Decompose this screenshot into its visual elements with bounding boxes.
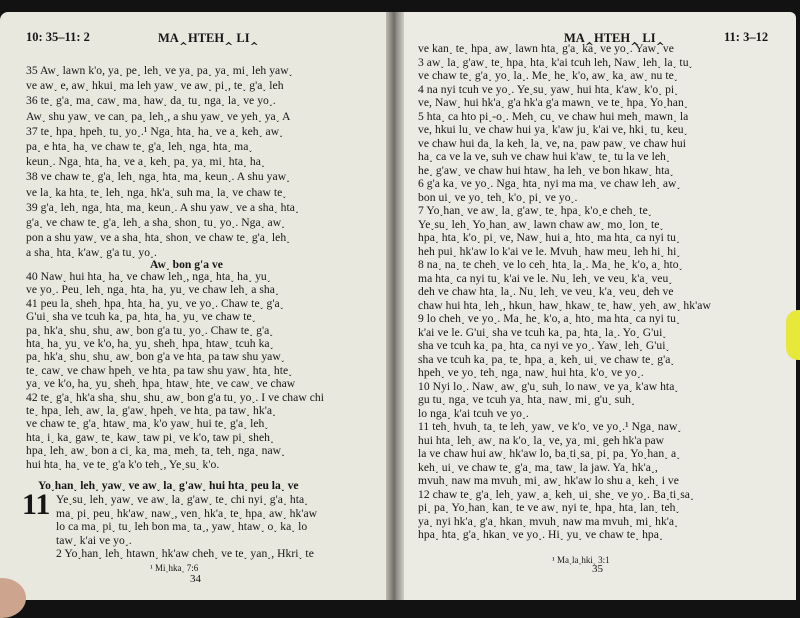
text-line: hta˯ ha˯ yu˯ ve k'o, ha˯ yu˯ sheh˯ hpa˯ htaw˯ tcuh ka˯ <box>26 337 274 350</box>
text-line: 37 te˯ hpa˯ hpeh˯ tu˯ yo˯.¹ Nga˯ hta˯ ha˯ ve a˯ keh˯ aw˯ <box>26 124 284 138</box>
text-line: te˯ hpa˯ leh˯ aw˯ la˯ g'aw˯ hpeh˯ ve hta˯ pa taw˯ hk'a˯ <box>26 404 276 417</box>
text-line: 9 lo cheh˯ ve yo˯. Ma˯ he˯ k'o, a˯ hto˯ ma hta˯ ca nyi tu˯ <box>418 312 680 325</box>
text-line: hui hta˯ ha˯ ve te˯ g'a k'o teh˯, Ye˯su˯ k'o. <box>26 457 220 471</box>
left-header-reference: 10: 35–11: 2 <box>26 30 90 44</box>
section-heading: Aw˯ bon g'a ve <box>150 258 223 271</box>
right-header-reference: 11: 3–12 <box>724 30 769 44</box>
text-line: G'ui˯ sha ve tcuh ka˯ pa˯ hta˯ ha˯ yu˯ ve chaw te˯ <box>26 310 256 324</box>
left-footnote: ¹ Mi˯hka˯ 7:6 <box>150 563 199 573</box>
text-line: he˯ g'aw˯ ve chaw hui htaw˯ ha leh˯ ve bon hkaw˯ hta˯ <box>418 163 674 177</box>
text-line: ma˯ pi˯ peu˯ hk'aw˯ naw˯, ven˯ hk'a˯ te˯ hpa˯ aw˯ hk'aw <box>56 506 318 520</box>
text-line: 42 te˯ g'a˯ hk'a sha˯ shu˯ shu˯ aw˯ bon g'a tu˯ yo˯. I ve chaw chi <box>26 390 325 404</box>
text-line: deh ve chaw hta˯ la˯. Nu˯ leh˯ ve veu˯ k'a˯ veu˯ deh ve <box>418 285 674 298</box>
yellow-clip <box>786 310 800 360</box>
text-line: 39 g'a˯ leh˯ nga˯ hta˯ ma˯ keun˯. A shu yaw˯ ve a sha˯ hta˯ <box>26 200 299 214</box>
text-line: bon ui˯ ve yo˯ teh˯ k'o˯ pi˯ ve yo˯. <box>418 190 578 204</box>
text-line: a sha˯ hta˯ k'aw˯ g'a tu˯ yo˯. <box>26 246 157 260</box>
text-line: la ve chaw hui aw˯ hk'aw lo, ba˯ti˯sa˯ pi˯ pa˯ Yo˯han˯ a˯ <box>418 447 681 460</box>
text-line: lo ca ma˯ pi˯ tu˯ leh bon ma˯ ta˯, yaw˯ htaw˯ o˯ ka˯ lo <box>56 520 308 534</box>
text-line: ve chaw te˯ g'a˯ yo˯ la˯. Me˯ he˯ k'o, aw˯ ka˯ aw˯ nu te˯ <box>418 69 678 82</box>
text-line: Aw˯ shu yaw˯ ve can˯ pa˯ leh˯, a shu yaw˯ ve yeh˯ ya˯ A <box>26 109 291 123</box>
right-footnote: ¹ Ma˯la˯hki˯ 3:1 <box>552 555 610 565</box>
text-line: 5 hta˯ ca hto pi˯-o˯. Meh˯ cu˯ ve chaw hui meh˯ mawn˯ la <box>418 109 689 123</box>
text-line: 35 Aw˯ lawn k'o, ya˯ pe˯ leh˯ ve ya˯ pa˯ ya˯ mi˯ leh yaw˯ <box>26 64 293 77</box>
text-line: taw˯ k'ai ve yo˯. <box>56 533 132 547</box>
text-line: 36 te˯ g'a˯ ma˯ caw˯ ma˯ haw˯ da˯ tu˯ nga˯ la˯ ve yo˯. <box>26 94 276 108</box>
text-line: 6 g'a ka˯ ve yo˯. Nga˯ hta˯ nyi ma ma˯ ve chaw leh˯ aw˯ <box>418 177 681 190</box>
text-line: keun˯. Nga˯ hta˯ ha˯ ve a˯ keh˯ pa˯ ya˯ mi˯ hta˯ ha˯ <box>26 155 265 169</box>
chapter-heading: Yo˯han˯ leh˯ yaw˯ ve aw˯ la˯ g'aw˯ hui hta˯ peu la˯ ve <box>38 479 299 492</box>
text-line: hui hta˯ leh˯ aw˯ na k'o˯ la˯ ve, ya˯ mi˯ geh hk'a paw <box>418 433 665 447</box>
text-line: chaw hui hta˯ leh˯, hkun˯ haw˯ hkaw˯ te˯ haw˯ yeh˯ aw˯ hk'aw <box>418 298 711 312</box>
text-line: 40 Naw˯ hui hta˯ ha˯ ve chaw leh˯, nga˯ hta˯ ha˯ yu˯ <box>26 270 271 283</box>
text-line: 3 aw˯ la˯ g'aw˯ te˯ hpa˯ hta˯ k'ai tcuh leh, Naw˯ leh˯ la˯ tu˯ <box>418 55 693 69</box>
left-header-title: MA‸HTEH‸ LI‸ <box>158 31 259 45</box>
text-line: pon a shu yaw˯ ve a sha˯ hta˯ shon˯ ve chaw te˯ g'a˯ leh˯ <box>26 231 291 245</box>
text-line: ya˯ nyi hk'a˯ g'a˯ hkan˯ mvuh˯ naw ma mvuh˯ mi˯ hk'a˯ <box>418 514 679 528</box>
text-line: 11 teh˯ hvuh˯ ta˯ te leh˯ yaw˯ ve k'o˯ ve yo˯.¹ Nga˯ naw˯ <box>418 420 682 433</box>
text-line: hpa˯ hta˯ k'o˯ pi˯ ve, Naw˯ hui a˯ hto˯ ma hta˯ ca nyi tu˯ <box>418 231 680 244</box>
text-line: lo nga˯ k'ai tcuh ve yo˯. <box>418 406 529 420</box>
text-line: ya˯ ve k'o, ha˯ yu˯ sheh˯ hpa˯ htaw˯ hte˯ ve caw˯ ve chaw <box>26 377 296 391</box>
text-line: ve kan˯ te˯ hpa˯ aw˯ lawn hta˯ g'a˯ ka˯ ve yo˯. Yaw˯ ve <box>418 42 674 55</box>
text-line: 8 na˯ na˯ te cheh˯ ve lo ceh˯ hta˯ la˯. Ma˯ he˯ k'o, a˯ hto˯ <box>418 258 683 271</box>
text-line: ve yo˯. Peu˯ leh˯ nga˯ hta˯ ha˯ yu˯ ve chaw leh˯ a sha˯ <box>26 283 279 297</box>
text-line: 38 ve chaw te˯ g'a˯ leh˯ nga˯ hta˯ ma˯ keun˯. A shu yaw˯ <box>26 170 291 184</box>
text-line: sha ve tcuh ka˯ pa˯ hta˯ ca nyi ve yo˯. Yaw˯ leh˯ G'ui˯ <box>418 339 670 352</box>
text-line: gu tu˯ nga˯ ve tcuh ya˯ hta˯ naw˯ mi˯ g'u˯ suh˯ <box>418 393 635 406</box>
text-line: ma hta˯ ca nyi tu˯ k'ai ve le. Nu˯ leh˯ ve veu˯ k'a˯ veu˯ <box>418 271 673 285</box>
text-line: 12 chaw te˯ g'a˯ leh˯ yaw˯ a˯ keh˯ ui˯ she˯ ve yo˯. Ba˯ti˯sa˯ <box>418 487 694 501</box>
book-gutter <box>386 12 404 600</box>
text-line: ve chaw hui da˯ la keh˯ la˯ ve, na˯ paw paw˯ ve chaw hui <box>418 136 687 150</box>
text-line: pa˯ hk'a˯ shu˯ shu˯ aw˯ bon g'a tu˯ yo˯. Chaw te˯ g'a˯ <box>26 323 274 337</box>
right-header-title: MA‸HTEH‸ LI‸ <box>564 31 665 45</box>
right-page-number: 35 <box>592 563 603 575</box>
text-line: sha ve tcuh ka˯ pa˯ te˯ hpa˯ a˯ keh˯ ui˯ ve chaw te˯ g'a˯ <box>418 352 675 366</box>
text-line: 2 Yo˯han˯ leh˯ htawn˯ hk'aw cheh˯ ve te˯ yan˯, Hkri˯ te <box>56 547 314 561</box>
text-line: pa˯ e hta˯ ha˯ ve chaw te˯ g'a˯ leh˯ nga˯ hta˯ ma˯ <box>26 140 253 153</box>
text-line: ve, hkui lu˯ ve chaw hui ya˯ k'aw ju˯ k'ai ve, hki˯ tu˯ keu˯ <box>418 123 688 136</box>
text-line: Ye˯su˯ leh˯ yaw˯ ve aw˯ la˯ g'aw˯ te˯ chi nyi˯ g'a˯ hta˯ <box>56 493 309 506</box>
text-line: pi˯ pa˯ Yo˯han˯ kan˯ te ve aw˯ nyi te˯ hpa˯ hta˯ lan˯ teh˯ <box>418 501 680 514</box>
text-line: keh˯ ui˯ ve chaw te˯ g'a˯ ma˯ taw˯ la jaw. Ya˯ hk'a˯, <box>418 460 658 474</box>
text-line: 10 Nyi lo˯. Naw˯ aw˯ g'u˯ suh˯ lo naw˯ ve ya˯ k'aw hta˯ <box>418 379 679 393</box>
text-line: ve aw˯ e, aw˯ hkui˯ ma leh yaw˯ ve aw˯ pi˯, te˯ g'a˯ leh <box>26 79 284 93</box>
text-line: pa˯ hk'a˯ shu˯ shu˯ aw˯ bon g'a ve hta˯ pa taw shu yaw˯ <box>26 350 285 364</box>
text-line: ve la˯ ka hta˯ te˯ leh˯ nga˯ hk'a˯ suh ma˯ la˯ ve chaw te˯ <box>26 185 287 199</box>
text-line: Ye˯su˯ leh˯ Yo˯han˯ aw˯ lawn chaw aw˯ mo˯ lon˯ te˯ <box>418 217 664 231</box>
text-line: 41 peu la˯ sheh˯ hpa˯ hta˯ ha˯ yu˯ ve yo˯. Chaw te˯ g'a˯ <box>26 296 284 310</box>
left-page-number: 34 <box>190 573 201 585</box>
text-line: ve, Naw˯ hui hk'a˯ g'a hk'a g'a mawn˯ ve te˯ hpa˯ Yo˯han˯ <box>418 96 688 109</box>
text-line: ve chaw te˯ g'a˯ htaw˯ ma˯ k'o yaw˯ hui te˯ g'a˯ leh˯ <box>26 417 269 431</box>
text-line: ha˯ ca ve la ve, suh ve chaw hui k'aw˯ te˯ tu la ve leh˯ <box>418 150 670 163</box>
text-line: hpeh˯ ve yo˯ teh˯ nga˯ naw˯ hui hta˯ k'o˯ ve yo˯. <box>418 366 644 379</box>
text-line: te˯ caw˯ ve chaw hpeh˯ ve hta˯ pa taw shu yaw˯ hta˯ hte˯ <box>26 363 293 377</box>
text-line: g'a˯ ve chaw te˯ g'a˯ leh˯ a sha˯ shon˯ tu˯ yo˯. Nga˯ aw˯ <box>26 216 286 229</box>
text-line: 7 Yo˯han˯ ve aw˯ la˯ g'aw˯ te˯ hpa˯ k'o˯e cheh˯ te˯ <box>418 204 652 217</box>
text-line: mvuh˯ naw ma mvuh˯ mi˯ aw˯ hk'aw lo shu a˯ keh˯ i ve <box>418 474 679 487</box>
text-line: hta˯ i˯ ka˯ gaw˯ te˯ kaw˯ taw pi˯ ve k'o, taw pi˯ sheh˯ <box>26 430 274 444</box>
chapter-number: 11 <box>22 488 51 521</box>
text-line: heh pui˯ hk'aw lo k'ai ve le. Mvuh˯ haw meu˯ leh hi˯ hi˯ <box>418 244 681 258</box>
text-line: 4 na nyi tcuh ve yo˯. Ye˯su˯ yaw˯ hui hta˯ k'aw˯ k'o˯ pi˯ <box>418 82 679 96</box>
text-line: hpa˯ hta˯ g'a˯ hkan˯ ve yo˯. Hi˯ yu˯ ve chaw te˯ hpa˯ <box>418 528 663 541</box>
text-line: k'ai ve le. G'ui˯ sha ve tcuh ka˯ pa˯ hta˯ la˯. Yo˯ G'ui˯ <box>418 325 667 339</box>
text-line: hpa˯ leh˯ aw˯ bon a ci˯ ka˯ ma˯ meh˯ ta˯ teh˯ nga˯ naw˯ <box>26 444 285 458</box>
